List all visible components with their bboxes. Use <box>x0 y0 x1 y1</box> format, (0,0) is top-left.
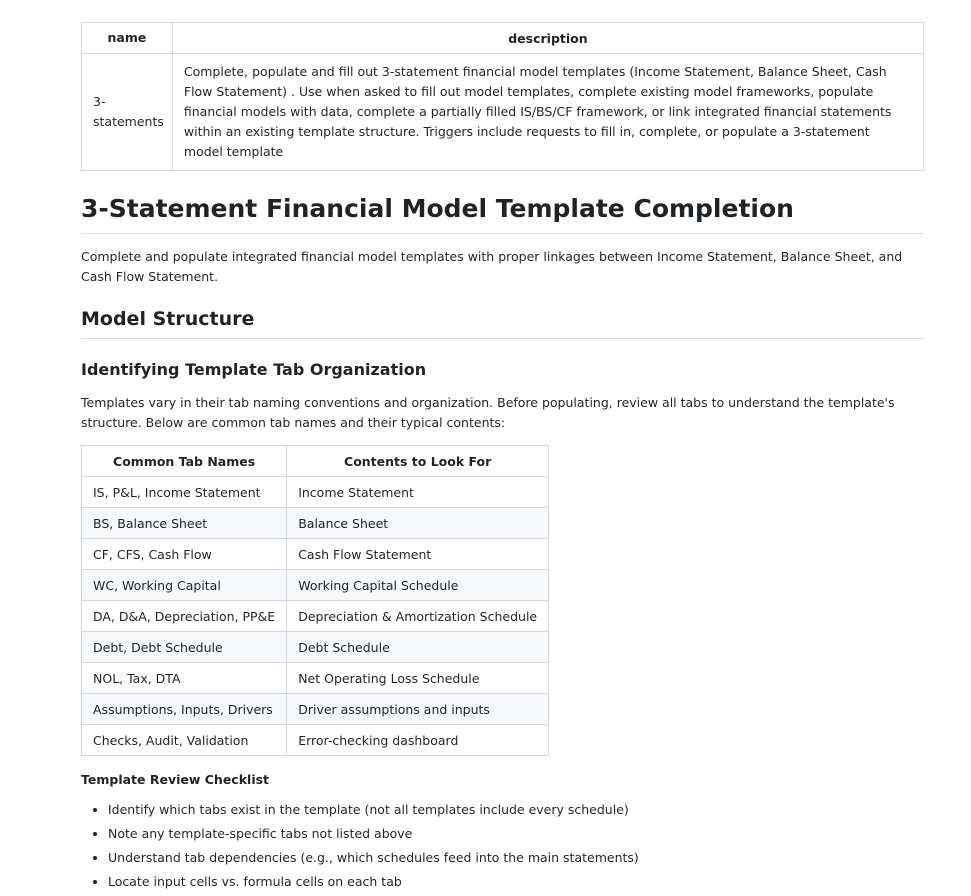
table-row <box>82 570 549 601</box>
tab-organization-paragraph: Templates vary in their tab naming conventions and organization. Before populating, review all tabs to understand the template's structure. Below are common tab names and their typical contents: <box>81 395 895 430</box>
frontmatter-name-cell: 3-statements <box>82 54 173 171</box>
tab-name-cell: BS, Balance Sheet <box>82 508 287 539</box>
page-title: 3-Statement Financial Model Template Completion <box>81 194 924 234</box>
tab-table-header-names: Common Tab Names <box>82 446 287 477</box>
intro-paragraph: Complete and populate integrated financial model templates with proper linkages between Income Statement, Balance Sheet, and Cash Flow Statement. <box>81 249 903 284</box>
tab-names-table <box>81 445 549 756</box>
tab-contents-cell: Cash Flow Statement <box>287 539 549 570</box>
list-item: • Identify which tabs exist in the template (not all templates include every schedule) <box>108 800 924 820</box>
tab-name-cell: Debt, Debt Schedule <box>82 632 287 663</box>
tab-contents-cell: Net Operating Loss Schedule <box>287 663 549 694</box>
checklist-title: Template Review Checklist <box>81 772 270 787</box>
list-item: • Locate input cells vs. formula cells on each tab <box>108 872 924 892</box>
tab-organization-heading: Identifying Template Tab Organization <box>81 360 427 379</box>
checklist <box>81 800 924 892</box>
tab-contents-cell: Depreciation & Amortization Schedule <box>287 601 549 632</box>
tab-contents-cell: Error-checking dashboard <box>287 725 549 756</box>
table-row <box>82 477 549 508</box>
tab-name-cell: CF, CFS, Cash Flow <box>82 539 287 570</box>
tab-name-cell: Assumptions, Inputs, Drivers <box>82 694 287 725</box>
tab-contents-cell: Driver assumptions and inputs <box>287 694 549 725</box>
tab-contents-cell: Income Statement <box>287 477 549 508</box>
table-row <box>82 539 549 570</box>
tab-name-cell: Checks, Audit, Validation <box>82 725 287 756</box>
tab-table-header-row <box>82 446 549 477</box>
tab-contents-cell: Balance Sheet <box>287 508 549 539</box>
table-row <box>82 601 549 632</box>
document-page <box>81 22 924 896</box>
frontmatter-description-cell: Complete, populate and fill out 3-statement financial model templates (Income Statement, Balance Sheet, Cash Flow Statement) . Use when asked to fill out model templates, complete existing model frameworks, populate financial models with data, complete a partially filled IS/BS/CF framework, or link integrated financial statements within an existing template structure. Triggers include requests to fill in, complete, or populate a 3-statement model template <box>172 54 923 171</box>
tab-name-cell: NOL, Tax, DTA <box>82 663 287 694</box>
list-item: • Understand tab dependencies (e.g., which schedules feed into the main statements) <box>108 848 924 868</box>
tab-contents-cell: Debt Schedule <box>287 632 549 663</box>
tab-contents-cell: Working Capital Schedule <box>287 570 549 601</box>
table-row <box>82 725 549 756</box>
frontmatter-description-header: description <box>172 23 923 54</box>
frontmatter-table <box>81 22 924 171</box>
model-structure-heading: Model Structure <box>81 307 924 339</box>
tab-name-cell: WC, Working Capital <box>82 570 287 601</box>
frontmatter-name-header: name <box>82 23 173 54</box>
table-row <box>82 694 549 725</box>
list-item: • Note any template-specific tabs not listed above <box>108 824 924 844</box>
table-row <box>82 508 549 539</box>
frontmatter-row <box>82 54 924 171</box>
table-row <box>82 663 549 694</box>
frontmatter-header-row <box>82 23 924 54</box>
tab-name-cell: IS, P&L, Income Statement <box>82 477 287 508</box>
tab-name-cell: DA, D&A, Depreciation, PP&E <box>82 601 287 632</box>
table-row <box>82 632 549 663</box>
tab-table-header-contents: Contents to Look For <box>287 446 549 477</box>
